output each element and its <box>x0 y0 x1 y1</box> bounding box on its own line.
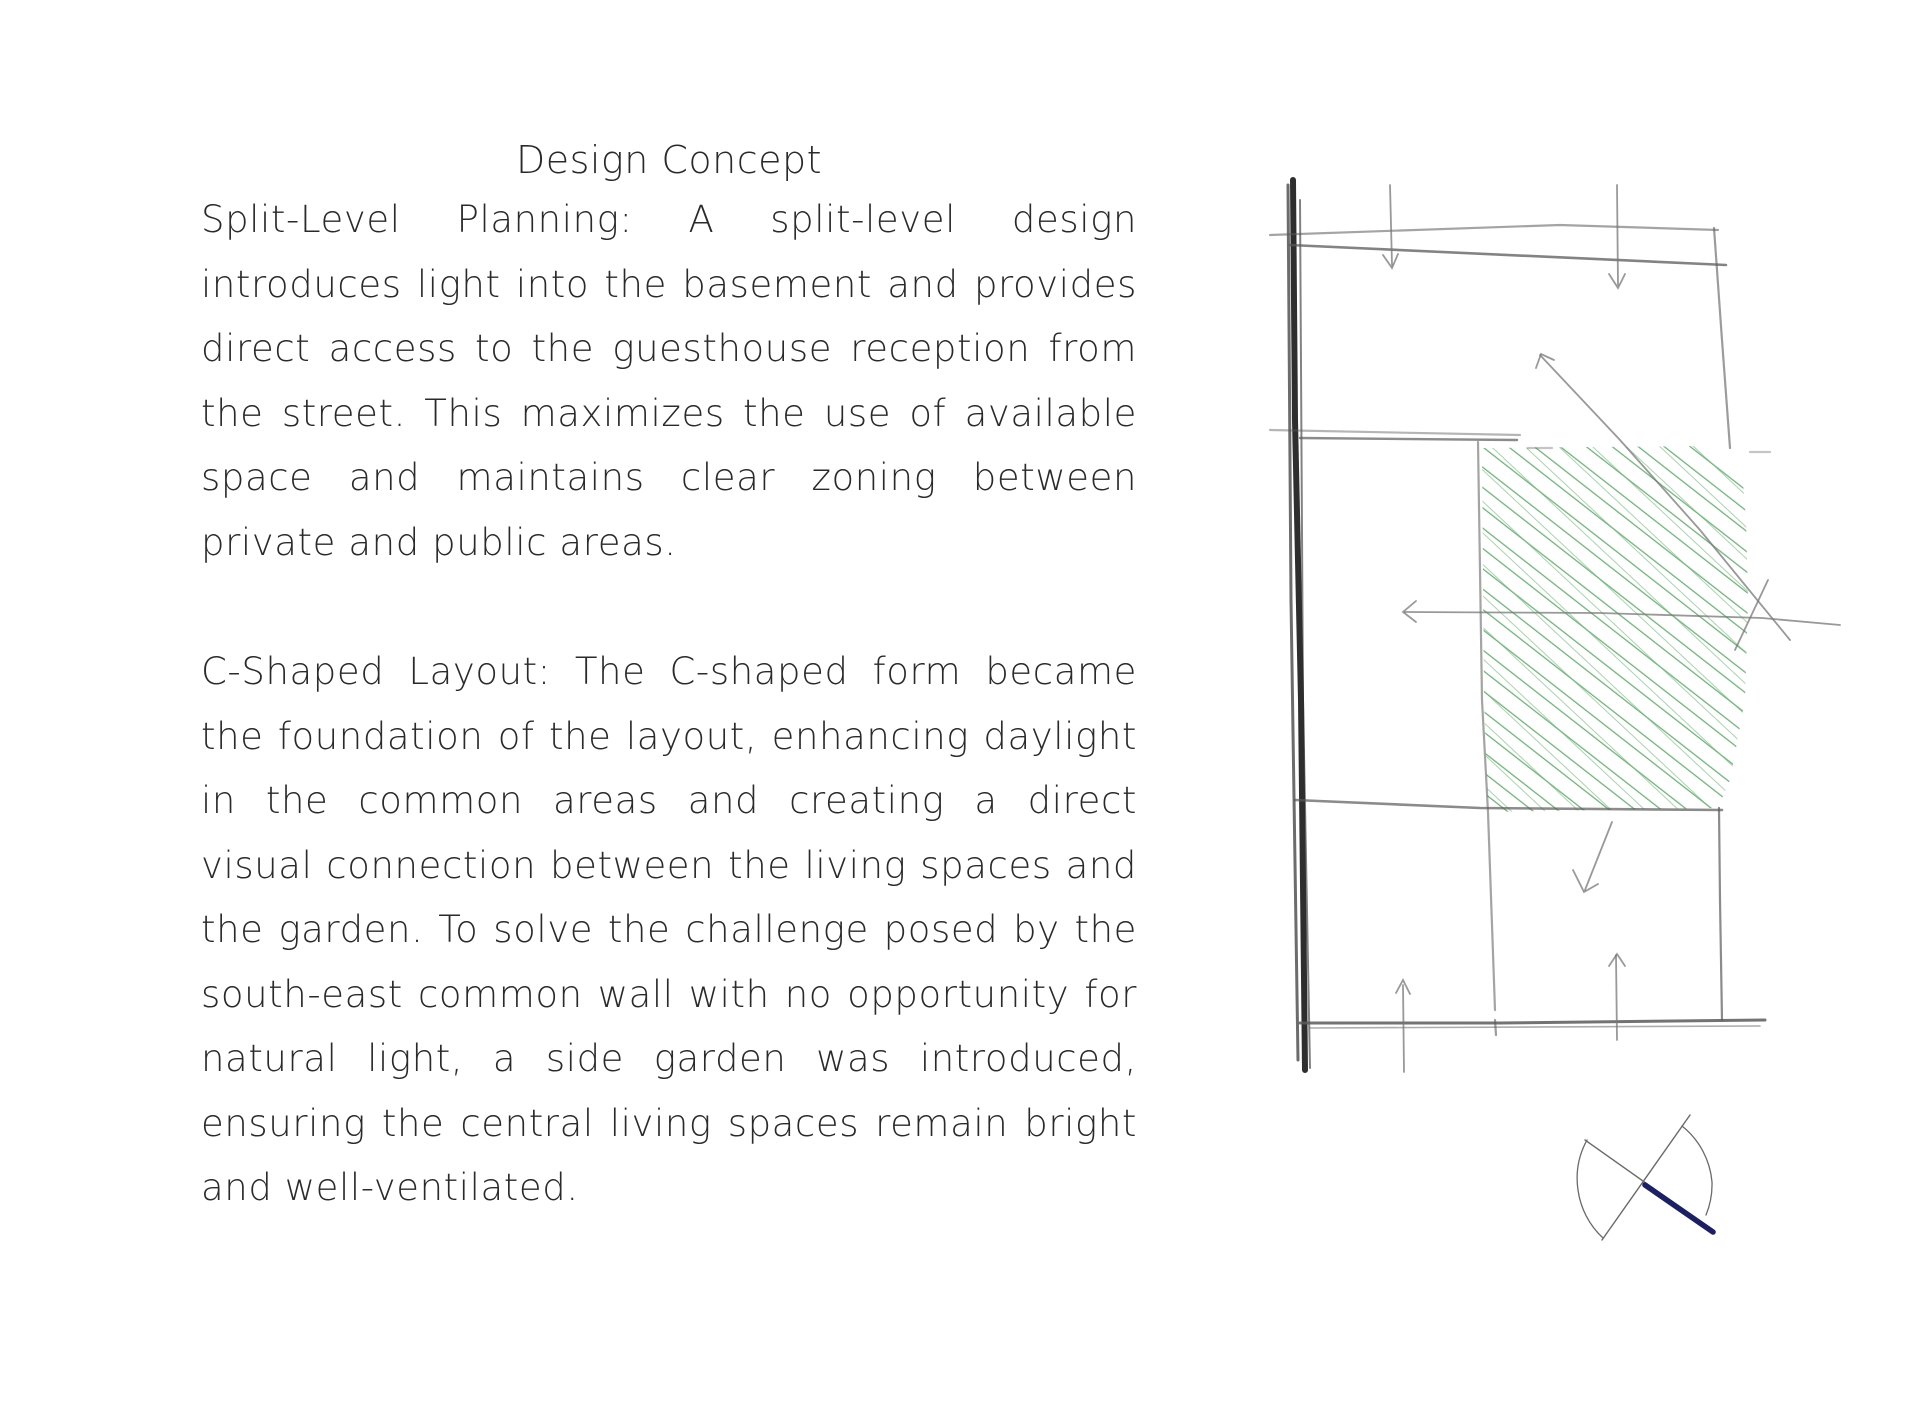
garden-hatch <box>1482 446 1748 812</box>
plan-sketch <box>1240 160 1880 1260</box>
page-title: Design Concept <box>515 138 823 182</box>
party-wall <box>1288 180 1310 1070</box>
plan-sketch-icon <box>1240 160 1880 1260</box>
text-column <box>201 132 1137 1221</box>
concept-paragraph-split-level: Split-Level Planning: A split-level design introduces light into the basement and provides direct access to the guesthouse reception from the street. This maximizes the use of available space and maintains clear zoning between private and public areas. <box>201 198 1137 564</box>
north-arrow-icon <box>1577 1115 1715 1240</box>
concept-paragraph-c-shaped: C-Shaped Layout: The C-shaped form became the foundation of the layout, enhancing daylight in the common areas and creating a direct visual connection between the living spaces and the garden. To solve the challenge posed by the south-east common wall with no opportunity for natural light, a side garden was introduced, ensuring the central living spaces remain bright and well-ventilated. <box>201 650 1137 1209</box>
